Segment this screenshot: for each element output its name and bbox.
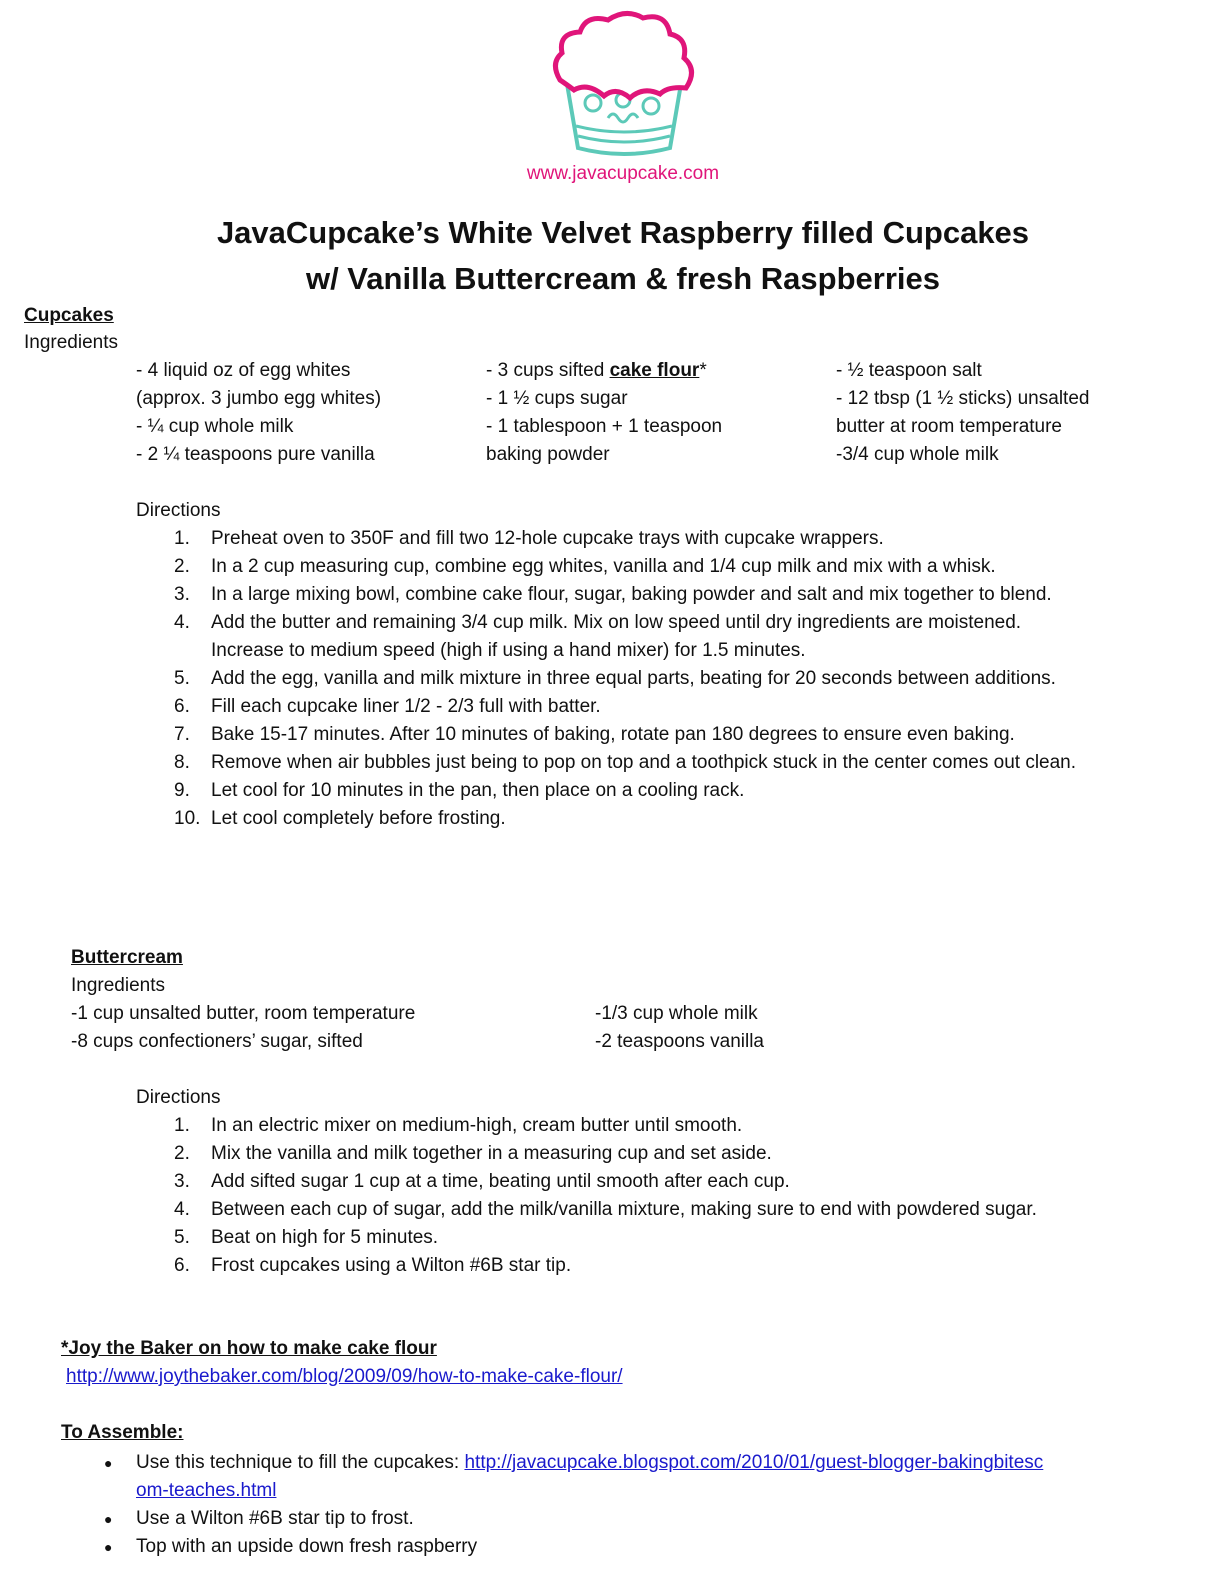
step-number: 8.: [174, 752, 190, 773]
direction-step: [174, 721, 1091, 749]
bullet-icon: ●: [104, 1455, 113, 1471]
step-number: 1.: [174, 528, 190, 549]
direction-step: [174, 581, 1091, 609]
direction-step: [174, 1196, 1091, 1224]
ingredient: baking powder: [486, 444, 610, 465]
bullet-icon: ●: [104, 1511, 113, 1527]
item-text: Top with an upside down fresh raspberry: [136, 1536, 478, 1557]
ingredient: - 1 ½ cups sugar: [486, 388, 628, 409]
step-text: Frost cupcakes using a Wilton #6B star tip.: [211, 1255, 572, 1276]
cupcakes-ingredients-col1: [136, 357, 476, 469]
fill-technique-link[interactable]: http://javacupcake.blogspot.com/2010/01/guest-blogger-bakingbitescom-teaches.html: [136, 1452, 1044, 1501]
ingredient: -1/3 cup whole milk: [595, 1003, 758, 1024]
step-number: 2.: [174, 1143, 190, 1164]
recipe-title: [0, 210, 1226, 302]
step-text: Beat on high for 5 minutes.: [211, 1227, 439, 1248]
ingredient: [486, 357, 826, 385]
step-text: Fill each cupcake liner 1/2 - 2/3 full with batter.: [211, 696, 601, 717]
cupcakes-heading: Cupcakes: [24, 305, 114, 326]
step-text: Let cool for 10 minutes in the pan, then place on a cooling rack.: [211, 780, 745, 801]
step-number: 3.: [174, 1171, 190, 1192]
ingredient: - 1 tablespoon + 1 teaspoon: [486, 416, 723, 437]
buttercream-heading: Buttercream: [71, 947, 183, 968]
step-number: 3.: [174, 584, 190, 605]
step-text: Preheat oven to 350F and fill two 12-hole cupcake trays with cupcake wrappers.: [211, 528, 884, 549]
bullet-icon: ●: [104, 1539, 113, 1555]
cake-flour-heading: *Joy the Baker on how to make cake flour: [61, 1338, 437, 1359]
ingredient: (approx. 3 jumbo egg whites): [136, 388, 382, 409]
direction-step: [174, 1224, 1091, 1252]
step-text: Let cool completely before frosting.: [211, 808, 506, 829]
cupcakes-directions-list: [174, 525, 1091, 833]
assemble-heading: To Assemble:: [61, 1422, 184, 1443]
direction-step: [174, 777, 1091, 805]
step-text: Remove when air bubbles just being to pop on top and a toothpick stuck in the center comes out clean.: [211, 752, 1077, 773]
step-number: 7.: [174, 724, 190, 745]
cupcakes-ingredients-col3: [836, 357, 1176, 469]
ingredient: -8 cups confectioners’ sugar, sifted: [71, 1031, 363, 1052]
step-text: Between each cup of sugar, add the milk/vanilla mixture, making sure to end with powdered sugar.: [211, 1199, 1037, 1220]
direction-step: [174, 693, 1091, 721]
item-text: Use this technique to fill the cupcakes:: [136, 1452, 465, 1473]
ingredient: - 4 liquid oz of egg whites: [136, 360, 351, 381]
step-number: 4.: [174, 1199, 190, 1220]
step-number: 4.: [174, 612, 190, 633]
list-item: [104, 1449, 1046, 1505]
direction-step: [174, 1112, 1091, 1140]
step-number: 9.: [174, 780, 190, 801]
list-item: [104, 1505, 1066, 1533]
step-text: Bake 15-17 minutes. After 10 minutes of baking, rotate pan 180 degrees to ensure even baking.: [211, 724, 1015, 745]
cupcakes-ingredients-col2: [486, 357, 826, 469]
direction-step: [174, 1140, 1091, 1168]
ingredient: -1 cup unsalted butter, room temperature: [71, 1003, 416, 1024]
cupcakes-ingredients-label: Ingredients: [24, 332, 119, 353]
cake-flour-link[interactable]: cake flour: [609, 360, 700, 381]
step-text: Mix the vanilla and milk together in a measuring cup and set aside.: [211, 1143, 772, 1164]
title-line-2: w/ Vanilla Buttercream & fresh Raspberries: [305, 261, 941, 296]
buttercream-directions-list: [174, 1112, 1091, 1280]
list-item: [104, 1533, 1066, 1561]
step-number: 5.: [174, 1227, 190, 1248]
step-text: Add the butter and remaining 3/4 cup milk. Mix on low speed until dry ingredients are moistened. Increase to medium speed (high if using a hand mixer) for 1.5 minutes.: [211, 612, 1022, 661]
direction-step: [174, 1168, 1091, 1196]
step-number: 5.: [174, 668, 190, 689]
footnote-marker: *: [699, 360, 707, 381]
website-url[interactable]: www.javacupcake.com: [526, 163, 720, 184]
step-text: Add sifted sugar 1 cup at a time, beating until smooth after each cup.: [211, 1171, 790, 1192]
ingredient: butter at room temperature: [836, 416, 1062, 437]
buttercream-ingredients-col1: [71, 1000, 571, 1056]
ingredient: - ½ teaspoon salt: [836, 360, 982, 381]
direction-step: [174, 1252, 1091, 1280]
step-number: 1.: [174, 1115, 190, 1136]
ingredient: - 12 tbsp (1 ½ sticks) unsalted: [836, 388, 1090, 409]
direction-step: [174, 805, 1091, 833]
cupcakes-directions-label: Directions: [136, 500, 221, 521]
ingredient-text: - 3 cups sifted: [486, 360, 610, 381]
step-text: In an electric mixer on medium-high, cream butter until smooth.: [211, 1115, 743, 1136]
direction-step: [174, 525, 1091, 553]
cupcake-logo: [548, 8, 700, 160]
step-number: 10.: [174, 808, 201, 829]
title-line-1: JavaCupcake’s White Velvet Raspberry filled Cupcakes: [216, 215, 1030, 250]
ingredient: -2 teaspoons vanilla: [595, 1031, 764, 1052]
ingredient: -3/4 cup whole milk: [836, 444, 999, 465]
cake-flour-link[interactable]: http://www.joythebaker.com/blog/2009/09/how-to-make-cake-flour/: [66, 1366, 623, 1387]
item-text: Use a Wilton #6B star tip to frost.: [136, 1508, 414, 1529]
direction-step: [174, 665, 1091, 693]
step-text: In a 2 cup measuring cup, combine egg whites, vanilla and 1/4 cup milk and mix with a whisk.: [211, 556, 996, 577]
buttercream-ingredients-label: Ingredients: [71, 975, 166, 996]
ingredient: - ¼ cup whole milk: [136, 416, 294, 437]
step-text: In a large mixing bowl, combine cake flour, sugar, baking powder and salt and mix together to blend.: [211, 584, 1052, 605]
direction-step: [174, 749, 1091, 777]
step-number: 2.: [174, 556, 190, 577]
buttercream-directions-label: Directions: [136, 1087, 221, 1108]
ingredient: - 2 ¼ teaspoons pure vanilla: [136, 444, 375, 465]
assemble-list: [104, 1449, 1066, 1561]
step-number: 6.: [174, 1255, 190, 1276]
step-number: 6.: [174, 696, 190, 717]
buttercream-ingredients-col2: [595, 1000, 995, 1056]
direction-step: [174, 609, 1091, 665]
direction-step: [174, 553, 1091, 581]
step-text: Add the egg, vanilla and milk mixture in three equal parts, beating for 20 seconds between additions.: [211, 668, 1056, 689]
